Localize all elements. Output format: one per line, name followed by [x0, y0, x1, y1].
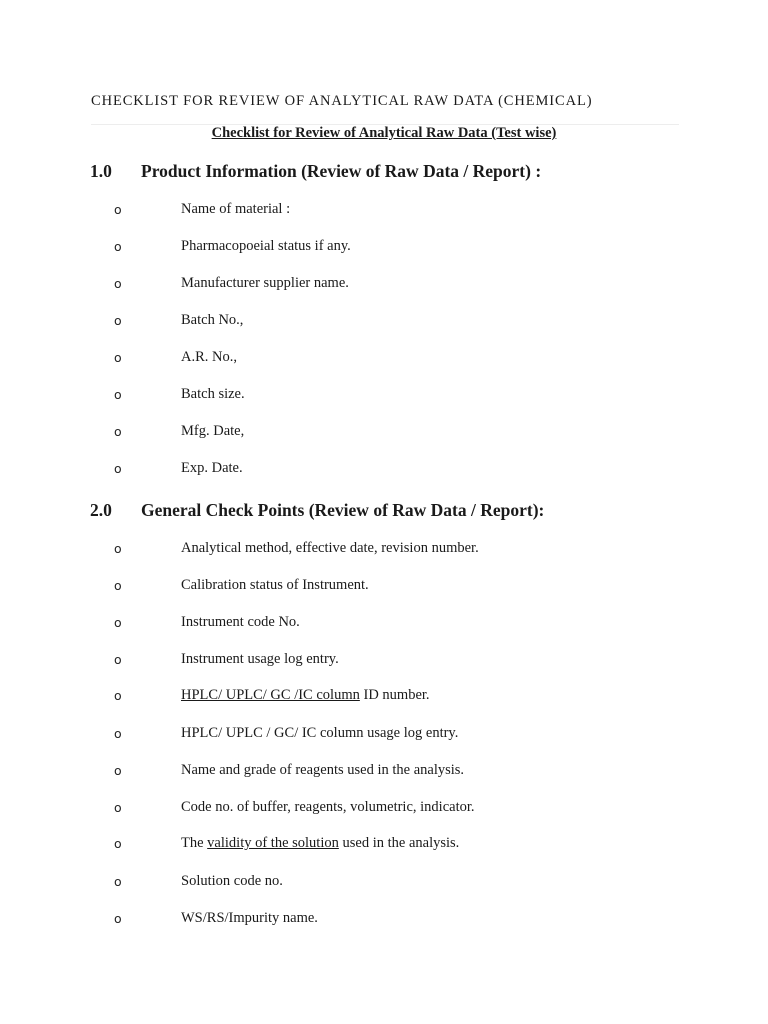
bullet-icon: o: [114, 276, 122, 291]
bullet-icon: o: [114, 836, 122, 851]
bullet-icon: o: [114, 615, 122, 630]
list-item-text-rest: ID number.: [359, 687, 430, 703]
list-item: [0, 577, 768, 597]
list-item-text: [181, 687, 430, 704]
list-item-text: Instrument usage log entry.: [181, 651, 339, 667]
list-item: [0, 275, 768, 295]
list-item: [0, 762, 768, 782]
list-item-text: Batch size.: [181, 386, 245, 402]
bullet-icon: o: [114, 726, 122, 741]
list-item: [0, 873, 768, 893]
list-item: [0, 687, 768, 707]
bullet-icon: o: [114, 874, 122, 889]
bullet-icon: o: [114, 688, 122, 703]
section-number: 1.0: [90, 161, 112, 181]
list-item: [0, 910, 768, 930]
list-item: [0, 423, 768, 443]
list-item-text: Manufacturer supplier name.: [181, 275, 349, 291]
bullet-icon: o: [114, 763, 122, 778]
list-item-text: WS/RS/Impurity name.: [181, 910, 318, 926]
document-subtitle: Checklist for Review of Analytical Raw Data (Test wise): [211, 125, 557, 141]
list-item: [0, 835, 768, 855]
underlined-text: validity of the solution: [207, 835, 339, 851]
list-item: [0, 540, 768, 560]
bullet-icon: o: [114, 202, 122, 217]
list-item: [0, 312, 768, 332]
bullet-icon: o: [114, 239, 122, 254]
list-item-text: Calibration status of Instrument.: [181, 577, 369, 593]
section-heading-product-information: [90, 161, 541, 182]
list-item-text: Batch No.,: [181, 312, 244, 328]
list-item-text: Code no. of buffer, reagents, volumetric, indicator.: [181, 799, 475, 815]
list-item-text: Name and grade of reagents used in the analysis.: [181, 762, 465, 778]
list-item: [0, 386, 768, 406]
bullet-icon: o: [114, 461, 122, 476]
list-item-text: Analytical method, effective date, revision number.: [181, 540, 479, 556]
section-title: General Check Points (Review of Raw Data / Report):: [141, 500, 545, 520]
list-item: [0, 238, 768, 258]
list-item-text: Solution code no.: [181, 873, 283, 889]
bullet-icon: o: [114, 387, 122, 402]
bullet-icon: o: [114, 313, 122, 328]
list-item: [0, 725, 768, 745]
bullet-icon: o: [114, 652, 122, 667]
list-item-text: A.R. No.,: [181, 349, 237, 365]
list-item: [0, 460, 768, 480]
bullet-icon: o: [114, 578, 122, 593]
list-item: [0, 201, 768, 221]
list-item-text-rest: used in the analysis.: [338, 835, 460, 851]
section-heading-general-check-points: [90, 500, 544, 521]
section-number: 2.0: [90, 500, 112, 520]
bullet-icon: o: [114, 350, 122, 365]
bullet-icon: o: [114, 541, 122, 556]
list-item-text: Pharmacopoeial status if any.: [181, 238, 351, 254]
list-item-text: Name of material :: [181, 201, 291, 217]
list-item-text-start: The: [181, 835, 208, 851]
list-item-text: [181, 835, 459, 852]
section-title: Product Information (Review of Raw Data / Report) :: [141, 161, 542, 181]
list-item: [0, 651, 768, 671]
list-item: [0, 799, 768, 819]
bullet-icon: o: [114, 800, 122, 815]
bullet-icon: o: [114, 424, 122, 439]
list-item-text: HPLC/ UPLC / GC/ IC column usage log entry.: [181, 725, 459, 741]
bullet-icon: o: [114, 911, 122, 926]
list-item-text: Instrument code No.: [181, 614, 300, 630]
list-item-text: Exp. Date.: [181, 460, 243, 476]
document-title: CHECKLIST FOR REVIEW OF ANALYTICAL RAW DATA (CHEMICAL): [91, 93, 593, 109]
list-item: [0, 349, 768, 369]
list-item-text: Mfg. Date,: [181, 423, 245, 439]
list-item: [0, 614, 768, 634]
underlined-text: HPLC/ UPLC/ GC /IC column: [181, 687, 360, 703]
